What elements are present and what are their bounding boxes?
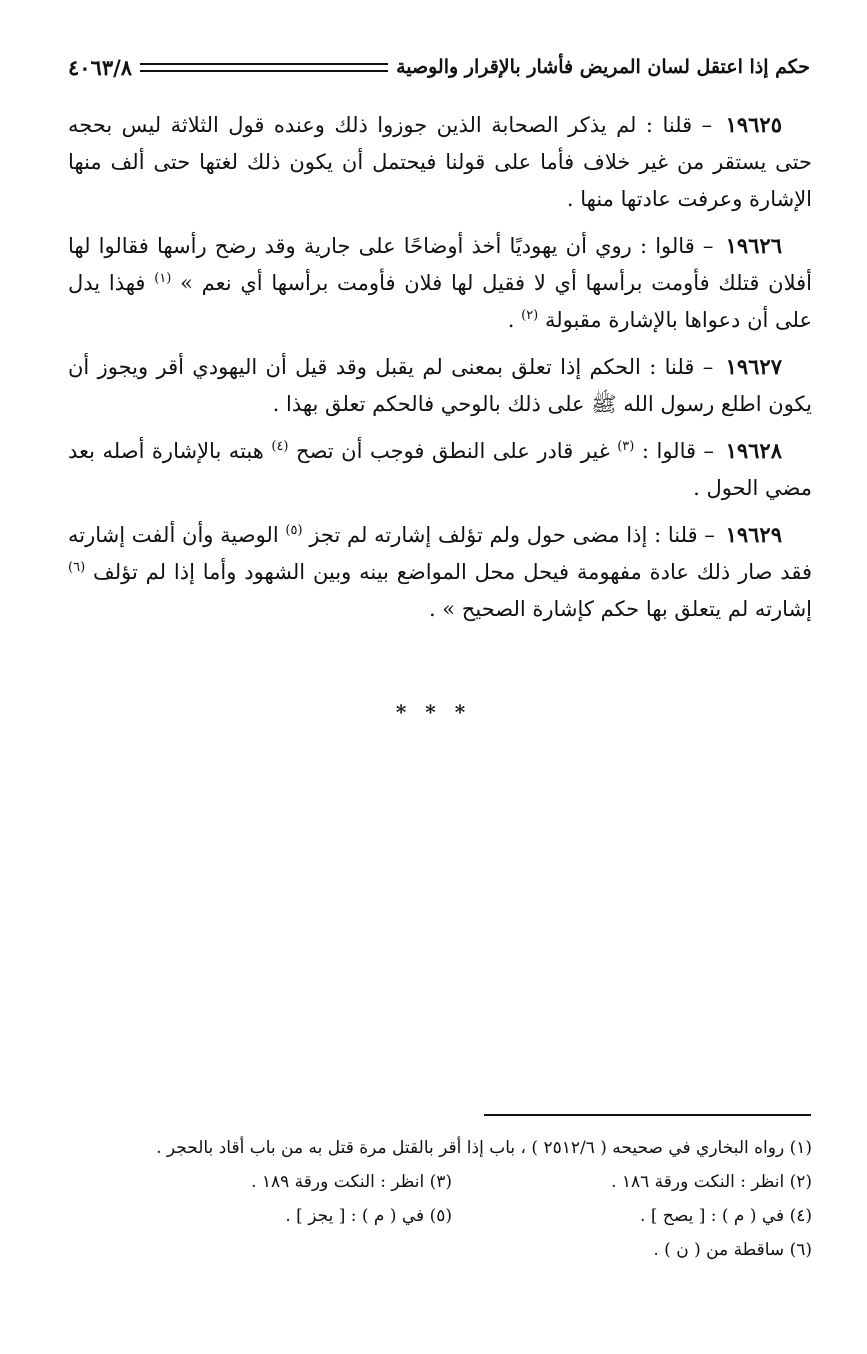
page-number: ٤٠٦٣/٨ [68,54,133,80]
footnote-ref-1[interactable]: (١) [154,271,172,286]
paragraph-number: ١٩٦٢٩ [725,522,782,547]
paragraph-number: ١٩٦٢٧ [725,354,782,379]
footnote-2: (٢) انظر : النكت ورقة ١٨٦ . [611,1172,812,1192]
paragraph-text: – قالوا : [641,439,715,463]
paragraph-19627 [68,348,812,423]
paragraph-number: ١٩٦٢٨ [725,438,782,463]
paragraph-text: غير قادر على النطق فوجب أن تصح [296,439,610,463]
paragraph-text: – قالوا : روي أن يهوديًا أخذ أوضاحًا على جارية وقد رضح رأسها فقالوا لها أفلان قتلك فأومت برأسها أي لا فقيل لها فلان فأومت برأسها أي نعم » [68,234,812,295]
paragraph-19625 [68,106,812,218]
footnote-row [60,1131,812,1165]
paragraph-19626 [68,227,812,339]
footnote-ref-5[interactable]: (٥) [285,523,303,538]
footnote-ref-3[interactable]: (٣) [617,439,635,454]
footnote-row [60,1233,812,1267]
footnote-row [60,1165,812,1199]
paragraph-19629 [68,516,812,628]
paragraph-text: – قلنا : الحكم إذا تعلق بمعنى لم يقبل وقد قيل أن اليهودي أقر ويجوز أن يكون اطلع رسول الله ﷺ على ذلك بالوحي فالحكم تعلق بهذا . [68,355,812,416]
paragraph-19628 [68,432,812,507]
footnote-6: (٦) ساقطة من ( ن ) . [653,1240,812,1260]
running-header [68,50,810,84]
footnote-row [60,1199,812,1233]
section-separator: * * * [395,700,472,724]
paragraph-text: فهذا يدل على أن دعواها بالإشارة مقبولة [68,271,812,332]
paragraph-text: – قلنا : لم يذكر الصحابة الذين جوزوا ذلك وعنده قول الثلاثة ليس بحجه حتى يستقر من غير خلاف فأما على قولنا فيحتمل أن يكون ذلك لغتها حتى ألف منها الإشارة وعرفت عادتها منها . [68,113,812,211]
header-title: حكم إذا اعتقل لسان المريض فأشار بالإقرار والوصية [396,56,810,78]
paragraph-text: إشارته لم يتعلق بها حكم كإشارة الصحيح » . [428,597,812,621]
paragraph-text: هبته بالإشارة أصله بعد مضي الحول . [68,439,812,500]
paragraph-number: ١٩٦٢٦ [725,233,782,258]
paragraph-number: ١٩٦٢٥ [725,112,782,137]
footnote-5: (٥) في ( م ) : [ يجز ] . [285,1206,452,1226]
footnote-3: (٣) انظر : النكت ورقة ١٨٩ . [251,1172,452,1192]
header-double-rule [140,63,388,72]
main-text [68,106,812,637]
paragraph-text: – قلنا : إذا مضى حول ولم تؤلف إشارته لم تجز [309,523,715,547]
footnote-ref-4[interactable]: (٤) [271,439,289,454]
footnote-divider [484,1114,811,1116]
footnotes [60,1131,812,1267]
paragraph-text: . [507,308,515,332]
footnote-ref-6[interactable]: (٦) [68,560,86,575]
paragraph-text: الوصية وأن ألفت إشارته فقد صار ذلك عادة مفهومة فيحل محل المواضع بينه وبين الشهود وأما إذا لم تؤلف [68,523,812,584]
footnote-1: (١) رواه البخاري في صحيحه ( ٢٥١٢/٦ ) ، باب إذا أقر بالقتل مرة قتل به من باب أقاد بالحجر . [156,1138,812,1158]
footnote-4: (٤) في ( م ) : [ يصح ] . [640,1206,812,1226]
footnote-ref-2[interactable]: (٢) [521,308,539,323]
